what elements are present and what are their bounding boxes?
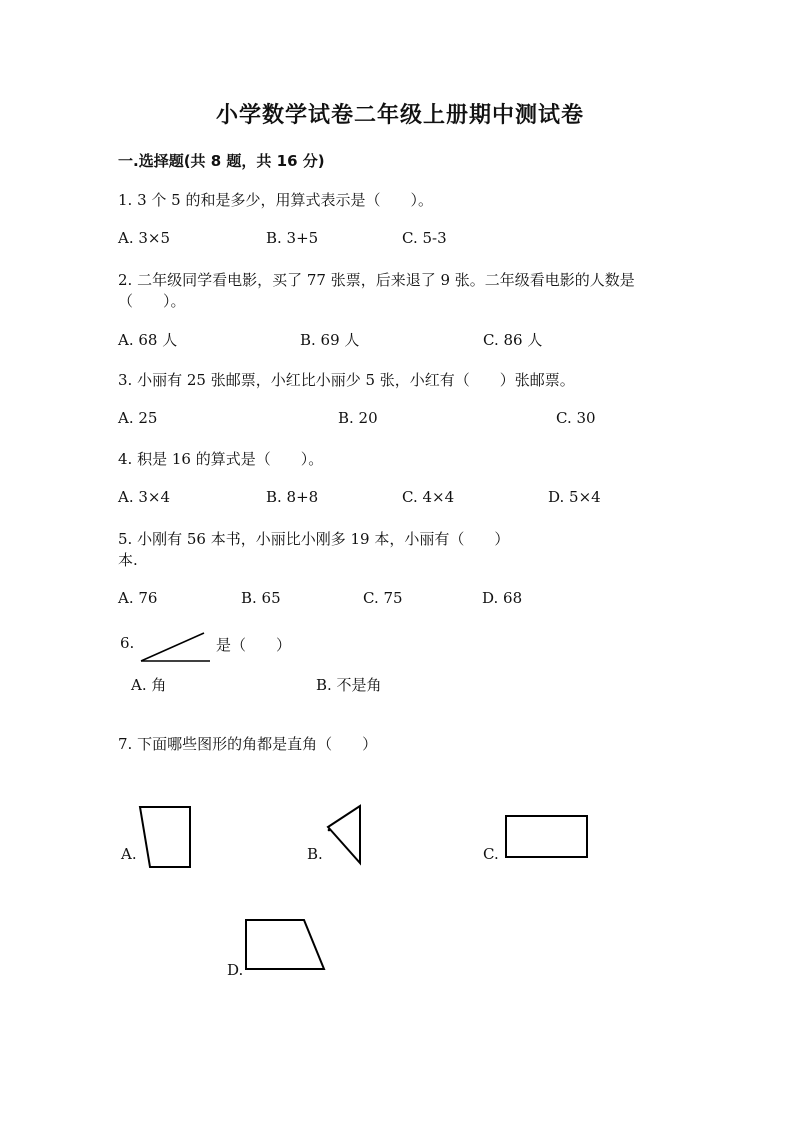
question-5-line-2: 本.	[118, 551, 138, 569]
q5-option-c[interactable]: C. 75	[363, 589, 403, 607]
q2-option-a[interactable]: A. 68 人	[118, 331, 178, 349]
triangle-figure-b	[324, 803, 366, 867]
q4-option-c[interactable]: C. 4×4	[402, 488, 455, 506]
q3-option-b[interactable]: B. 20	[338, 409, 378, 427]
q5-option-d[interactable]: D. 68	[482, 589, 523, 607]
q2-option-c[interactable]: C. 86 人	[483, 331, 543, 349]
q6-option-a[interactable]: A. 角	[131, 676, 167, 694]
trapezoid-figure-a	[138, 804, 194, 870]
q7-option-a-label[interactable]: A.	[121, 845, 137, 863]
q6-option-b[interactable]: B. 不是角	[316, 676, 382, 694]
q4-option-a[interactable]: A. 3×4	[118, 488, 171, 506]
q1-option-a[interactable]: A. 3×5	[118, 229, 171, 247]
question-2-line-1: 2. 二年级同学看电影，买了 77 张票，后来退了 9 张。二年级看电影的人数是	[118, 271, 635, 289]
q3-option-c[interactable]: C. 30	[556, 409, 596, 427]
rectangle-figure-c	[504, 814, 590, 860]
q5-option-b[interactable]: B. 65	[241, 589, 281, 607]
q4-option-b[interactable]: B. 8+8	[266, 488, 319, 506]
q1-option-c[interactable]: C. 5-3	[402, 229, 447, 247]
section-heading: 一.选择题(共 8 题，共 16 分)	[118, 152, 325, 170]
q2-option-b[interactable]: B. 69 人	[300, 331, 360, 349]
q5-option-a[interactable]: A. 76	[118, 589, 158, 607]
question-2-line-2: （ ）。	[118, 292, 186, 310]
open-angle-figure	[138, 628, 214, 666]
q1-option-b[interactable]: B. 3+5	[266, 229, 319, 247]
question-6-suffix: 是（ ）	[216, 636, 292, 654]
q3-option-a[interactable]: A. 25	[118, 409, 158, 427]
trapezoid-figure-d	[243, 917, 329, 973]
question-1: 1. 3 个 5 的和是多少，用算式表示是（ ）。	[118, 191, 433, 209]
q7-option-b-label[interactable]: B.	[307, 845, 323, 863]
question-7: 7. 下面哪些图形的角都是直角（ ）	[118, 735, 378, 753]
q7-option-c-label[interactable]: C.	[483, 845, 499, 863]
q4-option-d[interactable]: D. 5×4	[548, 488, 601, 506]
question-5-line-1: 5. 小刚有 56 本书，小丽比小刚多 19 本，小丽有（ ）	[118, 530, 510, 548]
question-3: 3. 小丽有 25 张邮票，小红比小丽少 5 张，小红有（ ）张邮票。	[118, 371, 575, 389]
page-title: 小学数学试卷二年级上册期中测试卷	[215, 102, 584, 128]
question-4: 4. 积是 16 的算式是（ ）。	[118, 450, 324, 468]
question-6-number: 6.	[120, 634, 135, 652]
q7-option-d-label[interactable]: D.	[227, 961, 244, 979]
